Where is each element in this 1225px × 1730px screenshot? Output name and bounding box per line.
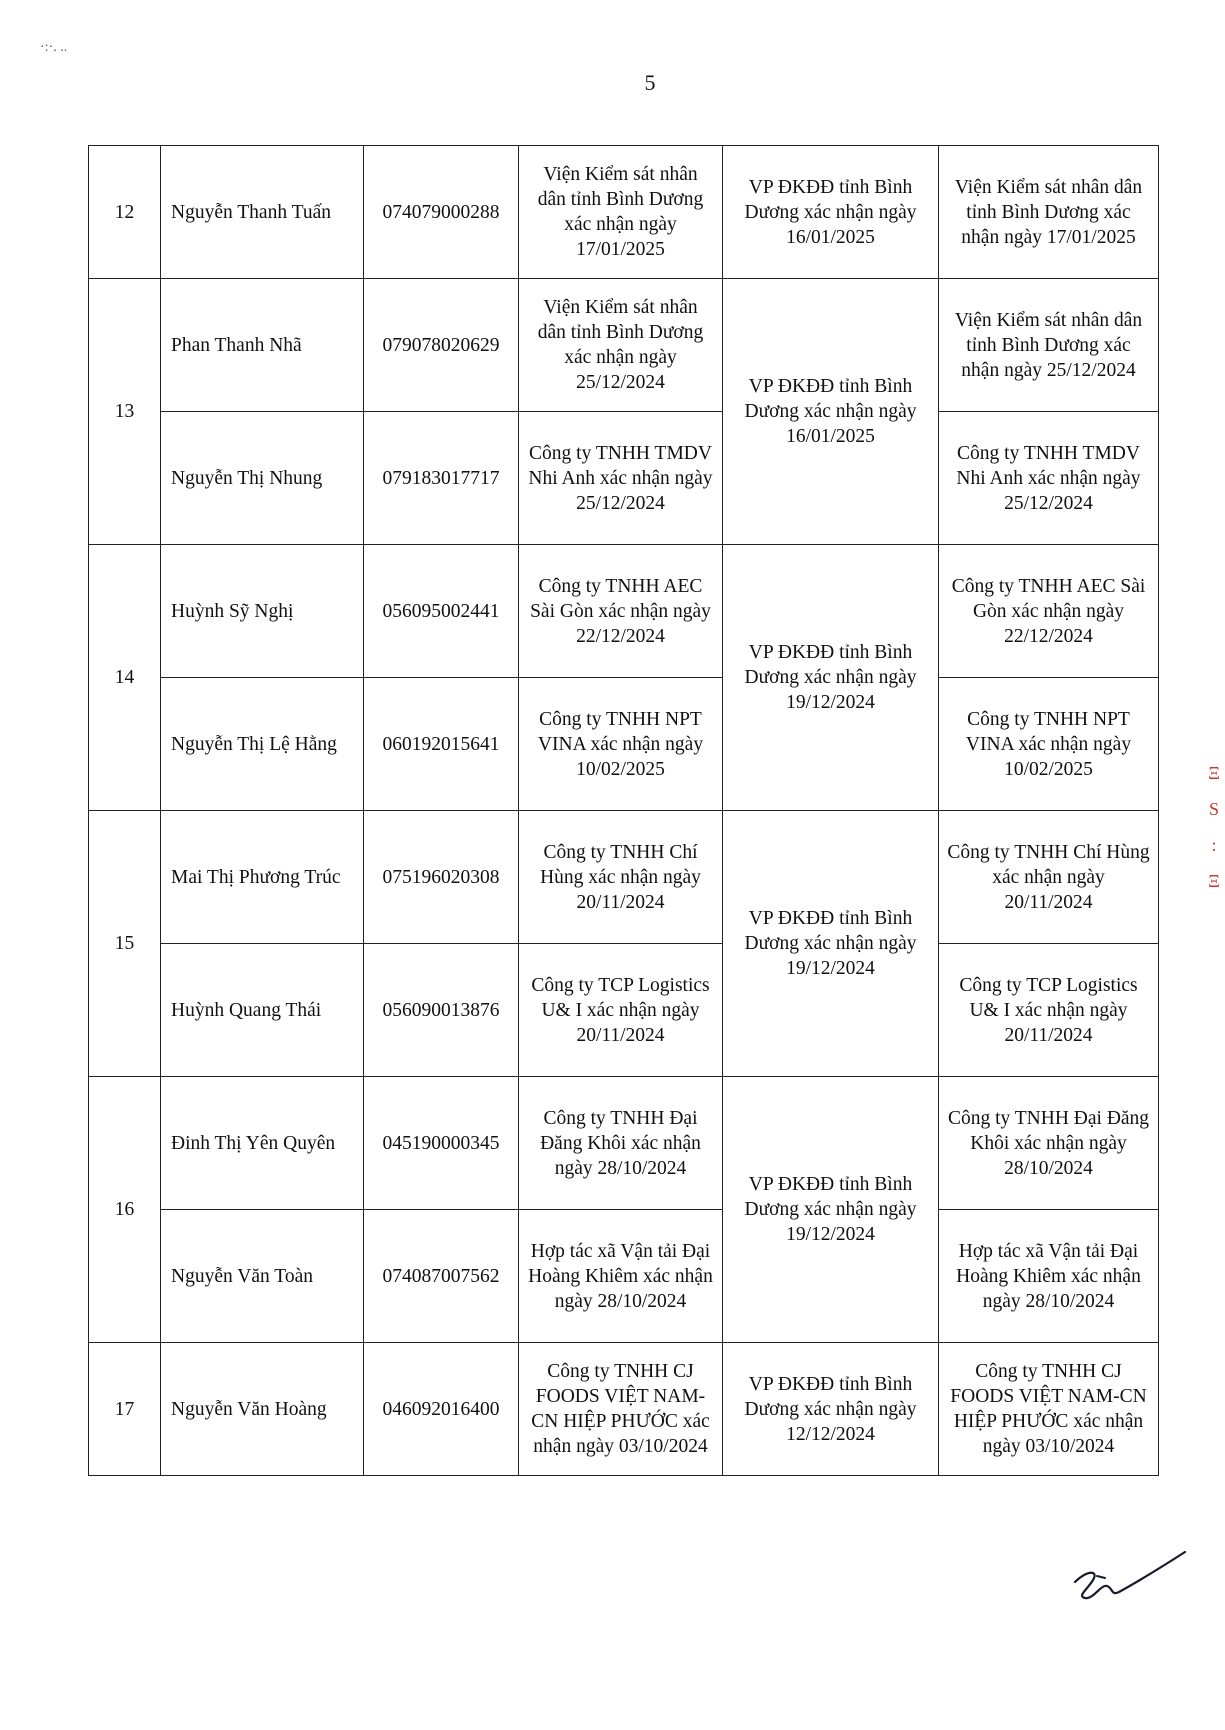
confirmation-3: Công ty TCP Logistics U& I xác nhận ngày 20/11/2024 bbox=[939, 944, 1159, 1077]
person-name: Mai Thị Phương Trúc bbox=[161, 811, 364, 944]
table-row bbox=[89, 944, 1159, 1077]
confirmation-3: Công ty TNHH CJ FOODS VIỆT NAM-CN HIỆP PHƯỚC xác nhận ngày 03/10/2024 bbox=[939, 1343, 1159, 1476]
confirmation-1: Công ty TCP Logistics U& I xác nhận ngày 20/11/2024 bbox=[519, 944, 723, 1077]
person-name: Đinh Thị Yên Quyên bbox=[161, 1077, 364, 1210]
records-table bbox=[88, 145, 1159, 1476]
person-name: Huỳnh Quang Thái bbox=[161, 944, 364, 1077]
confirmation-1: Công ty TNHH Chí Hùng xác nhận ngày 20/11/2024 bbox=[519, 811, 723, 944]
confirmation-3: Viện Kiểm sát nhân dân tỉnh Bình Dương xác nhận ngày 25/12/2024 bbox=[939, 279, 1159, 412]
confirmation-3: Hợp tác xã Vận tải Đại Hoàng Khiêm xác nhận ngày 28/10/2024 bbox=[939, 1210, 1159, 1343]
person-name: Huỳnh Sỹ Nghị bbox=[161, 545, 364, 678]
confirmation-3: Công ty TNHH Chí Hùng xác nhận ngày 20/11/2024 bbox=[939, 811, 1159, 944]
id-number: 079078020629 bbox=[364, 279, 519, 412]
confirmation-1: Công ty TNHH CJ FOODS VIỆT NAM-CN HIỆP PHƯỚC xác nhận ngày 03/10/2024 bbox=[519, 1343, 723, 1476]
row-number: 17 bbox=[89, 1343, 161, 1476]
id-number: 046092016400 bbox=[364, 1343, 519, 1476]
confirmation-1: Viện Kiểm sát nhân dân tỉnh Bình Dương xác nhận ngày 25/12/2024 bbox=[519, 279, 723, 412]
row-number: 15 bbox=[89, 811, 161, 1077]
red-stamp-edge-marks: Ξ S : Ξ bbox=[1208, 763, 1220, 891]
person-name: Nguyễn Thị Lệ Hằng bbox=[161, 678, 364, 811]
confirmation-2: VP ĐKĐĐ tỉnh Bình Dương xác nhận ngày 19/12/2024 bbox=[723, 811, 939, 1077]
id-number: 060192015641 bbox=[364, 678, 519, 811]
person-name: Nguyễn Văn Hoàng bbox=[161, 1343, 364, 1476]
scan-speck: ·:·. .. bbox=[40, 40, 68, 55]
confirmation-2: VP ĐKĐĐ tỉnh Bình Dương xác nhận ngày 16/01/2025 bbox=[723, 146, 939, 279]
row-number: 13 bbox=[89, 279, 161, 545]
person-name: Phan Thanh Nhã bbox=[161, 279, 364, 412]
confirmation-1: Viện Kiểm sát nhân dân tỉnh Bình Dương xác nhận ngày 17/01/2025 bbox=[519, 146, 723, 279]
confirmation-1: Công ty TNHH TMDV Nhi Anh xác nhận ngày 25/12/2024 bbox=[519, 412, 723, 545]
confirmation-2: VP ĐKĐĐ tỉnh Bình Dương xác nhận ngày 12/12/2024 bbox=[723, 1343, 939, 1476]
person-name: Nguyễn Văn Toàn bbox=[161, 1210, 364, 1343]
id-number: 056095002441 bbox=[364, 545, 519, 678]
row-number: 14 bbox=[89, 545, 161, 811]
table-row bbox=[89, 811, 1159, 944]
confirmation-3: Công ty TNHH NPT VINA xác nhận ngày 10/02/2025 bbox=[939, 678, 1159, 811]
table-row bbox=[89, 1343, 1159, 1476]
row-number: 16 bbox=[89, 1077, 161, 1343]
confirmation-2: VP ĐKĐĐ tỉnh Bình Dương xác nhận ngày 16/01/2025 bbox=[723, 279, 939, 545]
confirmation-2: VP ĐKĐĐ tỉnh Bình Dương xác nhận ngày 19/12/2024 bbox=[723, 1077, 939, 1343]
confirmation-1: Hợp tác xã Vận tải Đại Hoàng Khiêm xác nhận ngày 28/10/2024 bbox=[519, 1210, 723, 1343]
person-name: Nguyễn Thị Nhung bbox=[161, 412, 364, 545]
confirmation-1: Công ty TNHH AEC Sài Gòn xác nhận ngày 22/12/2024 bbox=[519, 545, 723, 678]
id-number: 074079000288 bbox=[364, 146, 519, 279]
id-number: 045190000345 bbox=[364, 1077, 519, 1210]
table-row bbox=[89, 1210, 1159, 1343]
confirmation-3: Công ty TNHH AEC Sài Gòn xác nhận ngày 22/12/2024 bbox=[939, 545, 1159, 678]
confirmation-1: Công ty TNHH Đại Đăng Khôi xác nhận ngày 28/10/2024 bbox=[519, 1077, 723, 1210]
confirmation-3: Công ty TNHH Đại Đăng Khôi xác nhận ngày 28/10/2024 bbox=[939, 1077, 1159, 1210]
confirmation-3: Viện Kiểm sát nhân dân tỉnh Bình Dương xác nhận ngày 17/01/2025 bbox=[939, 146, 1159, 279]
handwritten-signature bbox=[1027, 1540, 1187, 1610]
id-number: 075196020308 bbox=[364, 811, 519, 944]
table-row bbox=[89, 412, 1159, 545]
row-number: 12 bbox=[89, 146, 161, 279]
confirmation-1: Công ty TNHH NPT VINA xác nhận ngày 10/02/2025 bbox=[519, 678, 723, 811]
id-number: 079183017717 bbox=[364, 412, 519, 545]
table-row bbox=[89, 545, 1159, 678]
confirmation-3: Công ty TNHH TMDV Nhi Anh xác nhận ngày 25/12/2024 bbox=[939, 412, 1159, 545]
id-number: 074087007562 bbox=[364, 1210, 519, 1343]
table-row bbox=[89, 279, 1159, 412]
id-number: 056090013876 bbox=[364, 944, 519, 1077]
person-name: Nguyễn Thanh Tuấn bbox=[161, 146, 364, 279]
confirmation-2: VP ĐKĐĐ tỉnh Bình Dương xác nhận ngày 19/12/2024 bbox=[723, 545, 939, 811]
page-number: 5 bbox=[644, 70, 656, 95]
table-row bbox=[89, 1077, 1159, 1210]
table-row bbox=[89, 146, 1159, 279]
table-row bbox=[89, 678, 1159, 811]
